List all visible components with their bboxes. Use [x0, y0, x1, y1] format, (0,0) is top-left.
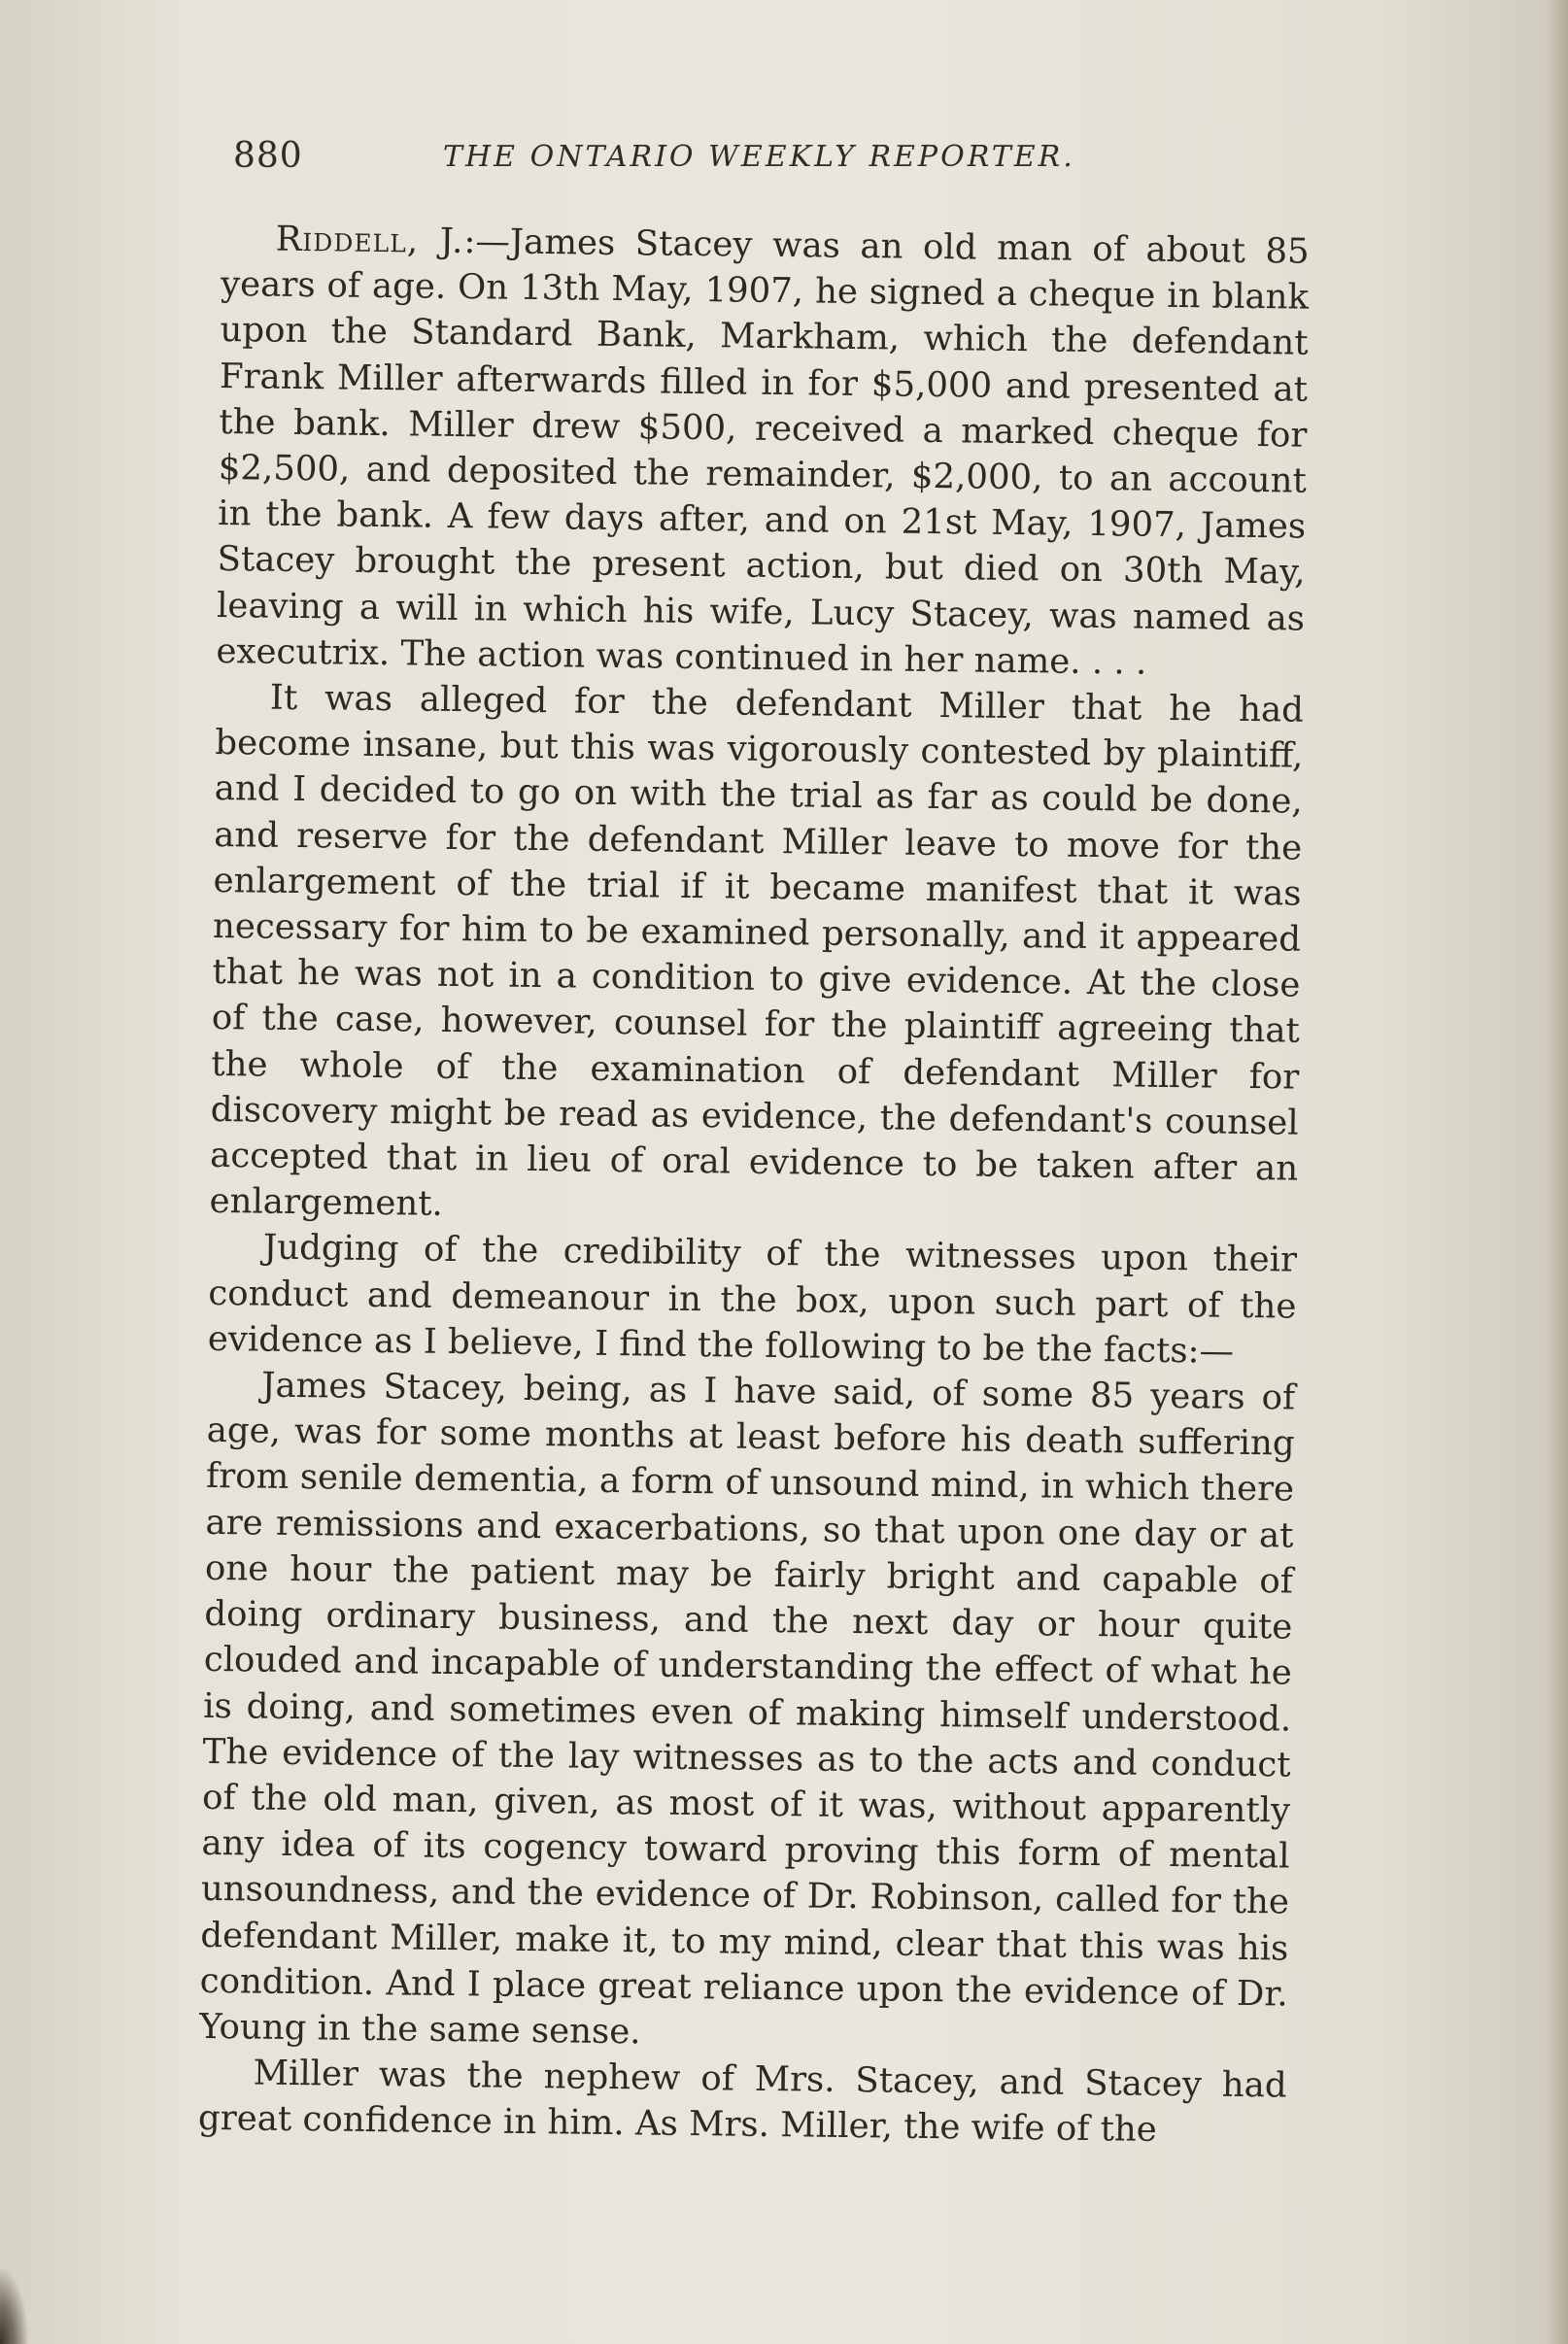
paragraph-1-text: :—James Stacey was an old man of about 85 years of age. On 13th May, 1907, he signed a cheque in blank upon the Standard Bank, Markham, which the defendant Frank Miller afterwards filled in for $5,000 and presented at the bank. Miller drew $500, received a marked cheque for $2,500, and deposited the remainder, $2,000, to an account in the bank. A few days after, and on 21st May, 1907, James Stacey brought the present action, but died on 30th May, leaving a will in which his wife, Lucy Stacey, was named as executrix. The action was continued in her name. . . . [216, 221, 1310, 683]
paragraph-3: Judging of the credibility of the witnesses upon their conduct and demeanour in the box, upon such part of the evidence as I believe, I find the following to be the facts:— [207, 1228, 1298, 1372]
judge-name: Riddell, J. [275, 219, 464, 262]
page-number: 880 [233, 136, 303, 176]
paragraph-2: It was alleged for the defendant Miller that he had become insane, but this was vigorously contested by plaintiff, and I decided to go on with the trial as far as could be done, and reserve for the defendant Miller leave to move for the enlargement of the trial if it became manifest that it was necessary for him to be examined personally, and it appeared that he was not in a condition to give evidence. At the close of the case, however, counsel for the plaintiff agreeing that the whole of the examination of defendant Miller for discovery might be read as evidence, the defendant's counsel accepted that in lieu of oral evidence to be taken after an enlargement. [209, 677, 1305, 1225]
scan-corner-mark [0, 2266, 29, 2344]
paragraph-4: James Stacey, being, as I have said, of some 85 years of age, was for some months at least before his death suffering from senile dementia, a form of unsound mind, in which there are remissions and exacerbations, so that upon one day or at one hour the patient may be fairly bright and capable of doing ordinary business, and the next day or hour quite clouded and incapable of understanding the effect of what he is doing, and sometimes even of making himself understood. The evidence of the lay witnesses as to the acts and conduct of the old man, given, as most of it was, without apparently any idea of its cogency toward proving this form of mental unsoundness, and the evidence of Dr. Robinson, called for the defendant Miller, make it, to my mind, clear that this was his condition. And I place great reliance upon the evidence of Dr. Young in the same sense. [198, 1365, 1296, 2053]
page-edge-shadow [1547, 0, 1568, 2344]
running-title: THE ONTARIO WEEKLY REPORTER. [443, 140, 1075, 174]
paragraph-5: Miller was the nephew of Mrs. Stacey, and Stacey had great confidence in him. As Mrs. Miller, the wife of the [197, 2053, 1287, 2151]
page-header [233, 136, 1302, 194]
body-text [198, 216, 1310, 2155]
paragraph-1 [216, 216, 1310, 688]
